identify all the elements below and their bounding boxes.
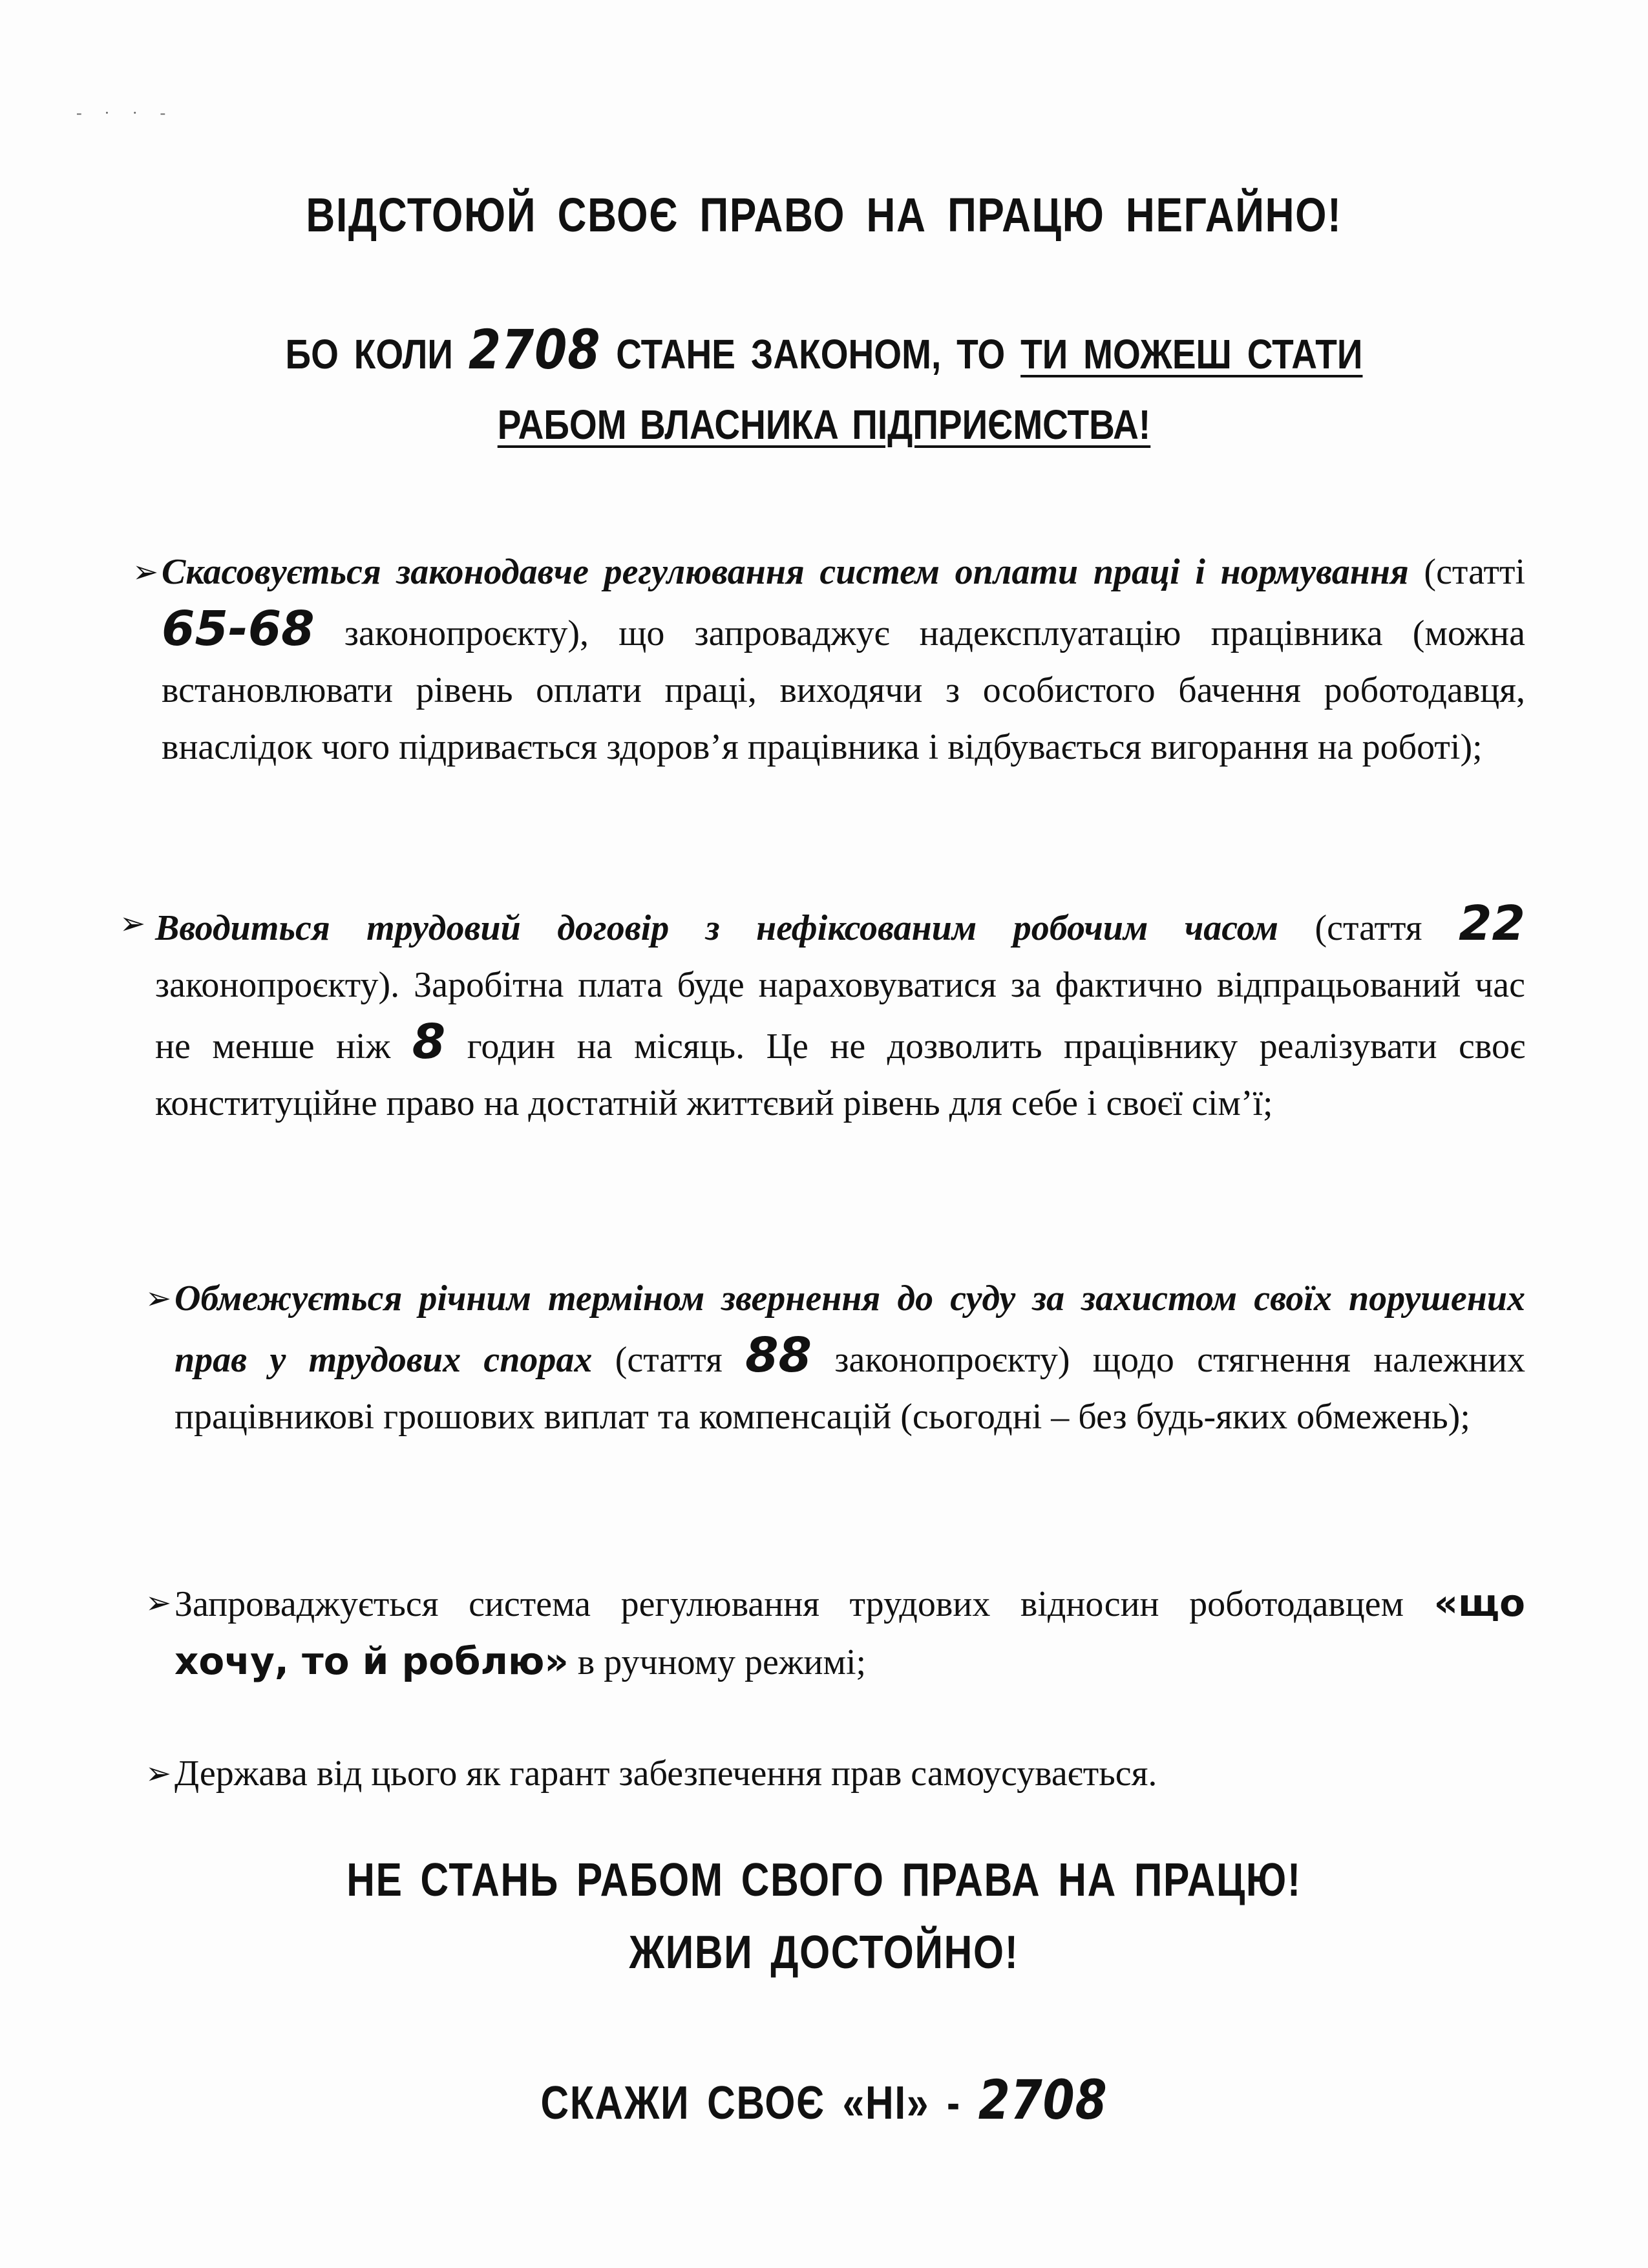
list-item-state-withdraws	[174, 1745, 1525, 1802]
article-number: 22	[1459, 896, 1525, 951]
item-text-after-number: законопроєкту), що запроваджує надексплуатацію працівника (можна встановлювати рівень оплати праці, виходячи з особистого бачення роботодавця, внаслідок чого підривається здоров’я працівника і відбувається вигорання на роботі);	[162, 613, 1525, 767]
item-lead-text: Обмежується річним терміном звернення до суду за захистом своїх порушених прав у трудових спорах	[174, 1278, 1525, 1380]
headline-warning	[116, 318, 1533, 381]
item-text: Держава від цього як гарант забезпечення прав самоусувається.	[174, 1754, 1157, 1794]
headline-prefix: БО КОЛИ	[285, 331, 453, 377]
article-number: 88	[745, 1328, 812, 1383]
item-text-after-number: законопроєкту) щодо стягнення належних працівникові грошових виплат та компенсацій (сьогодні – без будь-яких обмежень);	[174, 1340, 1526, 1437]
bullet-arrow-icon: ➢	[120, 906, 146, 942]
item-lead-text: Вводиться трудовий договір з нефіксованим робочим часом	[155, 908, 1278, 948]
closing-slogan-line1: НЕ СТАНЬ РАБОМ СВОГО ПРАВА НА ПРАЦЮ!	[346, 1854, 1302, 1906]
headline-middle: СТАНЕ ЗАКОНОМ, ТО	[616, 331, 1006, 377]
item-lead-text: Скасовується законодавче регулювання систем оплати праці і нормування	[162, 552, 1409, 592]
item-text-before-number: (статті	[1408, 552, 1525, 592]
closing-slogan-line3	[132, 2068, 1516, 2132]
item-text-after-quote: в ручному режимі;	[568, 1642, 867, 1682]
item-text-before-number: (стаття	[592, 1340, 746, 1380]
headline-underlined: ТИ МОЖЕШ СТАТИ	[1020, 331, 1363, 377]
hours-number: 8	[412, 1014, 446, 1070]
bullet-arrow-icon: ➢	[132, 554, 159, 590]
closing-bill-number: 2708	[978, 2068, 1108, 2132]
bullet-arrow-icon: ➢	[145, 1280, 172, 1317]
list-item-work-contract	[155, 895, 1525, 1132]
bullet-arrow-icon: ➢	[145, 1585, 172, 1621]
article-number: 65-68	[162, 601, 315, 657]
item-text: Запроваджується система регулювання трудових відносин роботодавцем	[174, 1584, 1434, 1624]
list-item-court-limit	[174, 1270, 1525, 1445]
bill-number: 2708	[468, 318, 601, 381]
headline-main: ВІДСТОЮЙ СВОЄ ПРАВО НА ПРАЦЮ НЕГАЙНО!	[306, 188, 1342, 242]
bullet-arrow-icon: ➢	[145, 1755, 172, 1792]
closing-prefix: СКАЖИ СВОЄ «НІ» -	[540, 2077, 961, 2129]
item-bold-quote: «що хочу, то й роблю»	[174, 1581, 1525, 1683]
list-item-manual-mode	[174, 1574, 1525, 1691]
scan-corner-mark: - · · -	[76, 103, 175, 122]
item-text-before-number: (стаття	[1278, 908, 1459, 948]
item-text-after-number: законопроєкту). Заробітна плата буде нараховуватися за фактично відпрацьований час не менше ніж	[155, 965, 1525, 1066]
headline-slave	[116, 401, 1533, 449]
list-item-wage-regulation	[162, 544, 1525, 776]
headline-underlined-line: РАБОМ ВЛАСНИКА ПІДПРИЄМСТВА!	[497, 401, 1151, 448]
closing-slogan-line2: ЖИВИ ДОСТОЙНО!	[629, 1927, 1019, 1978]
item-text-after-hours: годин на місяць. Це не дозволить працівнику реалізувати своє конституційне право на достатній життєвий рівень для себе і своєї сім’ї;	[155, 1026, 1525, 1123]
